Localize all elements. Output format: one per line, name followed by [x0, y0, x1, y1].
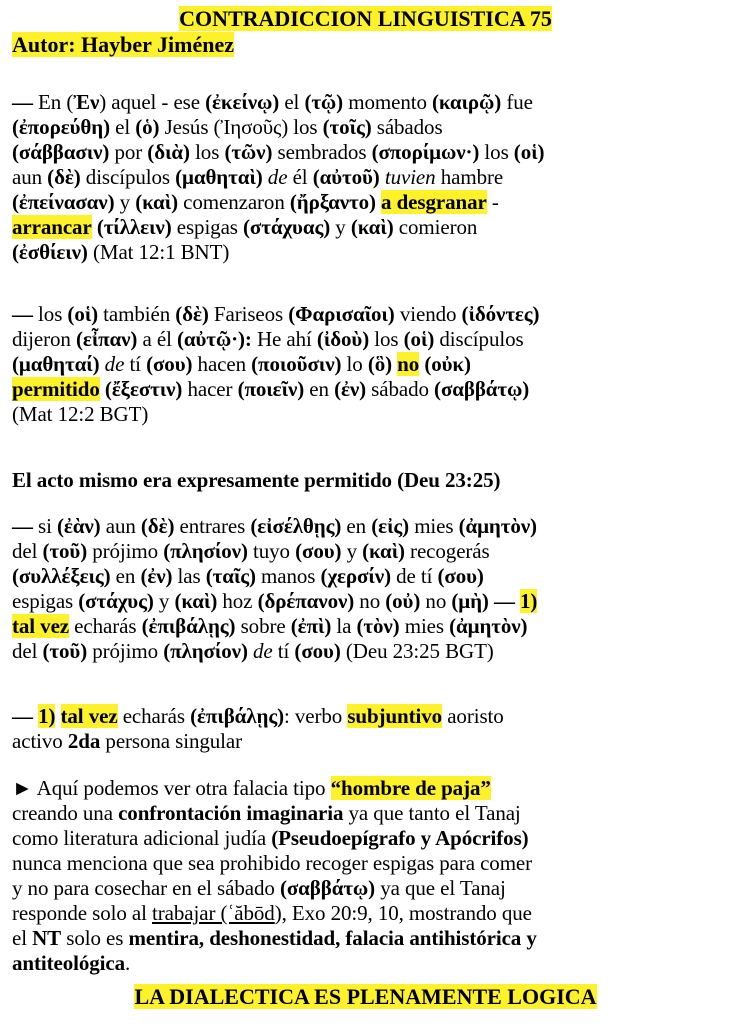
footnote-number: 1) [38, 704, 56, 728]
greek-word: (μὴ) [451, 589, 489, 613]
text: persona singular [100, 729, 243, 753]
text: en [304, 377, 335, 401]
text: del [12, 639, 43, 663]
greek-word: (οἱ) [513, 140, 545, 164]
text: viendo [394, 302, 462, 326]
greek-word: (πλησίον) [163, 539, 248, 563]
title-text: CONTRADICCION LINGUISTICA 75 [179, 6, 552, 31]
highlight-phrase: arrancar [12, 215, 92, 239]
paragraph-deu-23-25 [12, 514, 721, 664]
text: . [125, 951, 131, 975]
greek-word: (καιρῷ) [432, 90, 502, 114]
bold-phrase: confrontación imaginaria [118, 801, 344, 825]
highlight-phrase: subjuntivo [347, 704, 443, 728]
text: momento [343, 90, 433, 114]
greek-word: (ἐκείνῳ) [205, 90, 280, 114]
greek-word: (ἐσθίειν) [12, 240, 88, 264]
footer-text: LA DIALECTICA ES PLENAMENTE LOGICA [134, 984, 597, 1009]
text: y [153, 589, 175, 613]
text: creando una [12, 801, 119, 825]
text: y no para cosechar en el sábado [12, 876, 280, 900]
text: ) los [281, 115, 323, 139]
greek-word: (σου) [146, 352, 193, 376]
text: sábado [366, 377, 435, 401]
text: y [330, 215, 351, 239]
text: también [98, 302, 176, 326]
italic-word: de [104, 352, 125, 376]
greek-word: (τοῦ) [42, 539, 88, 563]
text: hacen [192, 352, 252, 376]
text: hacer [182, 377, 238, 401]
text: echarás [117, 704, 191, 728]
reference: (Mat 12:1 BNT) [87, 240, 230, 264]
text: por [109, 140, 148, 164]
italic-word: de [253, 639, 273, 663]
greek-word: (ἐπὶ) [290, 614, 332, 638]
em-dash: — [12, 90, 33, 114]
greek-word: (Φαρισαῖοι) [288, 302, 395, 326]
greek-word: (οἱ) [67, 302, 99, 326]
text: los [189, 140, 225, 164]
em-dash: — [12, 704, 33, 728]
greek-word: (συλλέξεις) [12, 564, 111, 588]
greek-word: (ἐν) [140, 564, 173, 588]
text [55, 704, 60, 728]
greek-word: (ἀμητὸν) [449, 614, 528, 638]
greek-word: (τοῖς) [322, 115, 372, 139]
greek-word: (δὲ) [175, 302, 209, 326]
text: prójimo [87, 539, 164, 563]
text: sobre [235, 614, 291, 638]
text: lo [341, 352, 368, 376]
greek-word: (σαββάτῳ) [279, 876, 376, 900]
greek-word: (οἱ) [403, 327, 435, 351]
text: activo [12, 729, 68, 753]
text: Fariseos [208, 302, 289, 326]
text: - [486, 190, 499, 214]
greek-word: (δρέπανον) [257, 589, 355, 613]
bold-phrase: (Pseudoepígrafo y Apócrifos) [271, 826, 529, 850]
greek-word: (ἐπιβάλῃς) [190, 704, 284, 728]
author-line [12, 32, 719, 58]
greek-word: (ἐπείνασαν) [12, 190, 115, 214]
greek-word: (τῶν) [224, 140, 273, 164]
text: tuyo [247, 539, 296, 563]
greek-word: (ὃ) [367, 352, 393, 376]
greek-word: (ἐὰν) [57, 514, 101, 538]
greek-word: (ὁ) [135, 115, 160, 139]
text: tí [124, 352, 147, 376]
statement-heading: El acto mismo era expresamente permitido (Deu 23:25) [12, 468, 501, 492]
greek-word: (καὶ) [350, 215, 394, 239]
paragraph-mat-12-1 [12, 90, 721, 265]
greek-word: (ἐν) [334, 377, 367, 401]
text: la [331, 614, 357, 638]
em-dash: — [12, 514, 33, 538]
text: discípulos [80, 165, 176, 189]
text: echarás [69, 614, 142, 638]
text: hoz [217, 589, 258, 613]
text: si [32, 514, 58, 538]
greek-word: (διὰ) [147, 140, 190, 164]
italic-word: tuvien [384, 165, 436, 189]
text: : verbo [283, 704, 348, 728]
text: como literatura adicional judía [12, 826, 272, 850]
greek-word: (δὲ) [47, 165, 81, 189]
em-dash: — [493, 589, 515, 613]
text: En ( [32, 90, 74, 114]
greek-word: Ἰησοῦς [220, 115, 282, 139]
footnote-number: 1) [520, 589, 538, 613]
greek-word: (ἔξεστιν) [104, 377, 183, 401]
text: los [369, 327, 404, 351]
greek-word: (σου) [294, 639, 341, 663]
text: tí [272, 639, 295, 663]
greek-word: (στάχυς) [78, 589, 154, 613]
text: los [32, 302, 68, 326]
text: en [341, 514, 372, 538]
paragraph-mat-12-2 [12, 302, 721, 427]
text: ) aquel - ese [99, 90, 206, 114]
greek-word: (σου) [295, 539, 342, 563]
highlight-phrase: a desgranar [381, 190, 487, 214]
greek-word: (ἰδόντες) [461, 302, 540, 326]
greek-word: (καὶ) [362, 539, 405, 563]
text: sembrados [272, 140, 372, 164]
reference: (Deu 23:25 BGT) [340, 639, 494, 663]
text: del [12, 539, 43, 563]
text: fue [501, 90, 533, 114]
greek-word: (τὸν) [356, 614, 400, 638]
text: Jesús ( [159, 115, 221, 139]
greek-word: (σάββασιν) [12, 140, 110, 164]
text: aun [12, 165, 48, 189]
arrow-icon: ► [12, 776, 33, 800]
text: en [110, 564, 141, 588]
highlight-phrase: tal vez [60, 704, 118, 728]
greek-word: (ἰδοὺ) [316, 327, 370, 351]
reference: (Mat 12:2 BGT) [12, 402, 149, 426]
greek-word: (στάχυας) [243, 215, 331, 239]
text: espigas [12, 589, 79, 613]
greek-word: (τίλλειν) [96, 215, 172, 239]
text: ya que tanto el Tanaj [343, 801, 521, 825]
italic-word: de [267, 165, 288, 189]
text: responde solo al [12, 901, 153, 925]
text: y [114, 190, 136, 214]
bold-phrase: antiteológica [12, 951, 126, 975]
greek-word: (αὐτῷ·): [176, 327, 252, 351]
text: de tí [390, 564, 438, 588]
greek-word: (σπορίμων·) [371, 140, 480, 164]
greek-word: (μαθηταί) [12, 352, 100, 376]
greek-word: (πλησίον) [163, 639, 248, 663]
text: nunca menciona que sea prohibido recoger espigas para comer [12, 851, 533, 875]
text: no [354, 589, 386, 613]
text: dijeron [12, 327, 76, 351]
highlight-phrase: no [397, 352, 420, 376]
text: a él [137, 327, 177, 351]
highlight-phrase: permitido [12, 377, 100, 401]
greek-word: (οὐκ) [424, 352, 471, 376]
greek-word: (ἐπιβάλῃς) [141, 614, 236, 638]
text: el [109, 115, 136, 139]
text: el [12, 926, 33, 950]
greek-word: (οὐ) [385, 589, 421, 613]
greek-word: (μαθηταὶ) [175, 165, 263, 189]
greek-word: (τῷ) [304, 90, 344, 114]
text: aun [100, 514, 141, 538]
greek-word: (τοῦ) [42, 639, 88, 663]
greek-word: (καὶ) [135, 190, 178, 214]
text: prójimo [87, 639, 164, 663]
text: Aquí podemos ver otra falacia tipo [32, 776, 331, 800]
author-text: Autor: Hayber Jiménez [12, 32, 234, 57]
greek-word: (ἤρξαντο) [289, 190, 376, 214]
text: manos [255, 564, 321, 588]
em-dash: — [12, 302, 33, 326]
greek-word: (δὲ) [140, 514, 175, 538]
highlight-phrase: “hombre de paja” [330, 776, 491, 800]
greek-word: (εἰς) [371, 514, 410, 538]
greek-word: (σαββάτῳ) [434, 377, 530, 401]
text: discípulos [434, 327, 524, 351]
text: recogerás [404, 539, 490, 563]
text: las [172, 564, 206, 588]
greek-word: Ἐν [73, 90, 100, 114]
greek-word: (αὐτοῦ) [312, 165, 380, 189]
text: comenzaron [177, 190, 290, 214]
greek-word: (ποιεῖν) [237, 377, 305, 401]
greek-word: (σου) [437, 564, 484, 588]
text: mies [399, 614, 450, 638]
greek-word: (ποιοῦσιν) [251, 352, 342, 376]
text: el [279, 90, 305, 114]
text: los [479, 140, 514, 164]
underlined-phrase: trabajar (ʿăbōd [152, 901, 275, 925]
text: mies [409, 514, 459, 538]
greek-word: (καὶ) [174, 589, 218, 613]
text: espigas [171, 215, 244, 239]
bold-word: NT [32, 926, 62, 950]
text: solo es [61, 926, 129, 950]
text: He ahí [251, 327, 317, 351]
highlight-phrase: tal vez [12, 614, 70, 638]
greek-word: (εἰσέλθῃς) [250, 514, 342, 538]
text: hambre [435, 165, 504, 189]
footer-slogan [0, 984, 731, 1010]
text: ), Exo 20:9, 10, mostrando que [274, 901, 532, 925]
greek-word: (ταῖς) [205, 564, 256, 588]
greek-word: (ἐπορεύθη) [12, 115, 110, 139]
text: comieron [393, 215, 478, 239]
text: y [341, 539, 363, 563]
text: sábados [371, 115, 443, 139]
document-title [12, 6, 719, 32]
bold-word: 2da [67, 729, 101, 753]
text: entrares [174, 514, 251, 538]
bold-phrase: mentira, deshonestidad, falacia antihistórica y [128, 926, 537, 950]
text: no [420, 589, 452, 613]
greek-word: (ἀμητὸν) [458, 514, 537, 538]
paragraph-grammar-note [12, 704, 721, 754]
greek-word: (εἶπαν) [75, 327, 138, 351]
text: ya que el Tanaj [375, 876, 506, 900]
text: él [287, 165, 313, 189]
paragraph-conclusion [12, 776, 721, 976]
text: aoristo [442, 704, 504, 728]
greek-word: (χερσίν) [320, 564, 391, 588]
